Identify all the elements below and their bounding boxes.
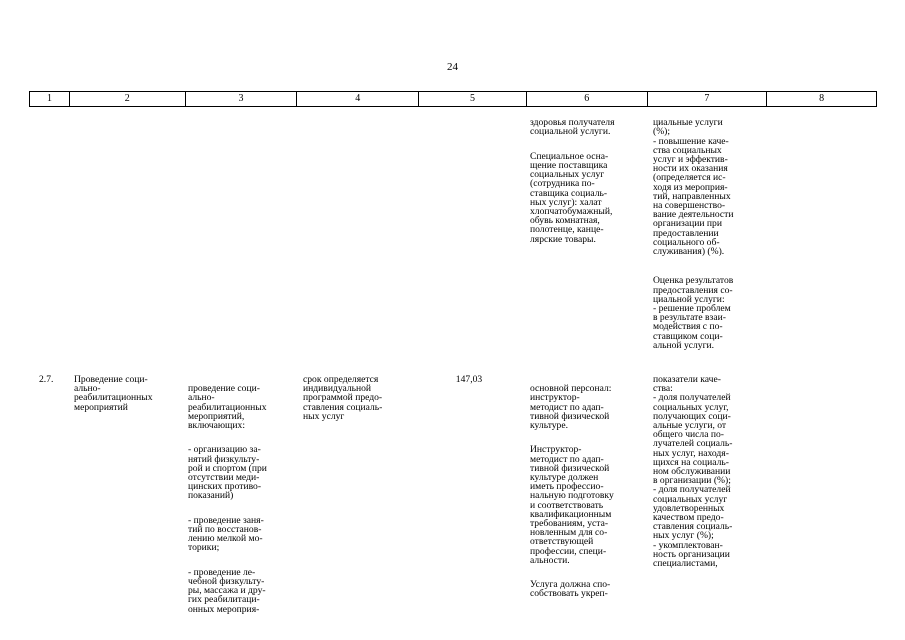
header-col-1: 1 bbox=[30, 92, 70, 106]
page-number: 24 bbox=[447, 61, 458, 73]
cont-col6-para: Специальное осна- щение поставщика социальных услуг (сотрудника по- ставщика социаль- ных услуг): халат хлопчатобумажный, обувь комнатная, полотенце, канце- лярские товары. bbox=[530, 150, 613, 245]
header-col-5: 5 bbox=[419, 92, 527, 106]
col6-para: Услуга должна спо- собствовать укреп- bbox=[530, 579, 611, 600]
row-col-3 bbox=[188, 375, 298, 623]
cont-col7-para: циальные услуги (%); - повышение каче- ства социальных услуг и эффектив- ности их оказания (определяется ис- ходя из мероприя- тий, направленных на совершенство- вание деятельности организации при предоставлении социального об- служивания) (%). bbox=[653, 117, 734, 258]
col6-para: Инструктор- методист по адап- тивной физической культуре должен иметь профессио- нальную подготовку и соответствовать квалификационным требованиям, уста- новленным для со- ответствующей профессии, специ- альности. bbox=[530, 444, 614, 566]
col3-para: - организацию за- нятий физкульту- рой и спортом (при отсутствии меди- цинских противо- показаний) bbox=[188, 444, 267, 502]
col3-para: - проведение заня- тий по восстанов- лению мелкой мо- торики; bbox=[188, 514, 264, 554]
row-col-5-price: 147,03 bbox=[455, 374, 483, 385]
row-number: 2.7. bbox=[39, 374, 54, 385]
row-service-name: Проведение соци- ально- реабилитационных мероприятий bbox=[74, 374, 153, 413]
col3-para: - проведение ле- чебной физкульту- ры, массажа и дру- гих реабилитаци- онных мероприя- bbox=[188, 566, 266, 615]
header-col-4: 4 bbox=[297, 92, 419, 106]
cont-col6-para: здоровья получателя социальной услуги. bbox=[530, 117, 615, 138]
col6-para: основной персонал: инструктор- методист по адап- тивной физической культуре. bbox=[530, 383, 612, 432]
cont-col-6 bbox=[530, 109, 648, 253]
header-col-8: 8 bbox=[819, 93, 825, 104]
cont-col7-para: Оценка результатов предоставления со- циальной услуги: - решение проблем в результате взаи- модействия с по- ставщиком соци- альной услуги. bbox=[653, 275, 734, 351]
header-col-7: 7 bbox=[648, 92, 768, 106]
header-col-3: 3 bbox=[186, 92, 298, 106]
col3-para: проведение соци- ально- реабилитационных мероприятий, включающих: bbox=[188, 383, 267, 432]
table-header-row bbox=[29, 91, 877, 107]
row-col-4: срок определяется индивидуальной программой предо- ставления социаль- ных услуг bbox=[303, 374, 383, 422]
cont-col-7 bbox=[653, 109, 769, 359]
header-col-6: 6 bbox=[527, 92, 648, 106]
row-col-7: показатели каче- ства: - доля получателей социальных услуг, получающих соци- альные услуги, от общего числа по- лучателей социаль- ных услуг, находя- щихся на социаль- ном обслуживании в организации (%); - доля получателей социальных услуг удовлетворенных качеством предо- ставления социаль- ных услуг (%); - укомплектован- ность организации специалистами, bbox=[653, 374, 733, 570]
header-col-2: 2 bbox=[70, 92, 186, 106]
row-col-6 bbox=[530, 375, 648, 608]
